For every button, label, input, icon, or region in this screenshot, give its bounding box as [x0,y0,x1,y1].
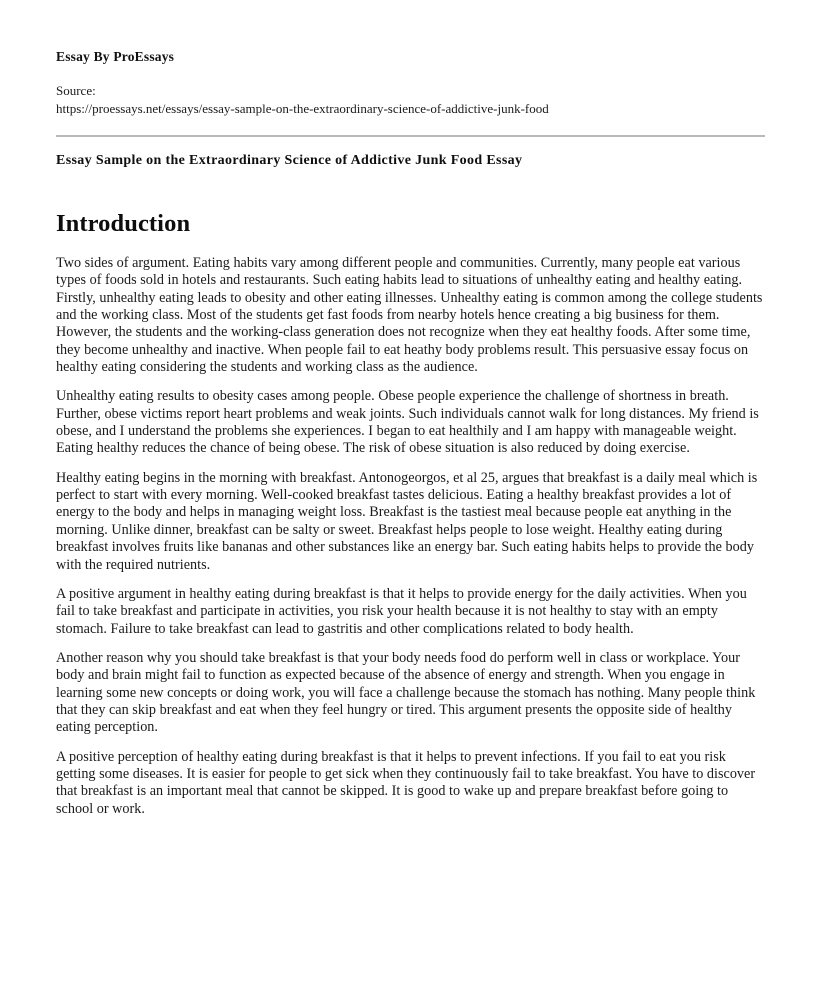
paragraph: A positive perception of healthy eating during breakfast is that it helps to prevent infections. If you fail to eat you risk getting some diseases. It is easier for people to get sick when they continuously fail to take breakfast. You have to discover that breakfast is an important meal that cannot be skipped. It is good to wake up and prepare breakfast before going to school or work. [56,748,756,817]
source-label: Source: [56,83,96,98]
source-url[interactable]: https://proessays.net/essays/essay-sample-on-the-extraordinary-science-of-addictive-junk-food [56,100,549,116]
site-title: Essay By ProEssays [56,49,175,64]
source-block [56,82,766,117]
paragraph: Another reason why you should take breakfast is that your body needs food do perform well in class or workplace. Your body and brain might fail to function as expected because of the absence of energy and strength. When you engage in learning some new concepts or doing work, you will face a challenge because the stomach has nothing. Many people think that they can skip breakfast and eat when they feel hungry or tired. This argument presents the opposite side of healthy eating perception. [56,649,756,736]
document-content [56,0,766,818]
essay-body [56,255,766,818]
section-heading-introduction: Introduction [56,210,191,237]
header-divider [56,135,765,137]
document-masthead [56,0,766,117]
page-title: Essay Sample on the Extraordinary Science of Addictive Junk Food Essay [56,153,523,168]
paragraph: Two sides of argument. Eating habits vary among different people and communities. Currently, many people eat various types of foods sold in hotels and restaurants. Such eating habits lead to situations of unhealthy eating and healthy eating. Firstly, unhealthy eating leads to obesity and other eating illnesses. Unhealthy eating is common among the college students and the working class. Most of the students get fast foods from nearby hotels hence creating a big business for them. However, the students and the working-class generation does not recognize when they eat healthy foods. After some time, they become unhealthy and inactive. When people fail to eat heathy body problems result. This persuasive essay focus on healthy eating considering the students and working class as the audience. [56,255,763,376]
paragraph: A positive argument in healthy eating during breakfast is that it helps to provide energy for the daily activities. When you fail to take breakfast and participate in activities, you risk your health because it is not healthy to stay with an empty stomach. Failure to take breakfast can lead to gastritis and other complications related to body health. [56,585,747,637]
paragraph: Unhealthy eating results to obesity cases among people. Obese people experience the challenge of shortness in breath. Further, obese victims report heart problems and weak joints. Such individuals cannot walk for long distances. My friend is obese, and I understand the problems she experiences. I began to eat healthily and I am happy with manageable weight. Eating healthy reduces the chance of being obese. The risk of obese situation is also reduced by doing exercise. [56,388,759,457]
paragraph: Healthy eating begins in the morning with breakfast. Antonogeorgos, et al 25, argues that breakfast is a daily meal which is perfect to start with every morning. Well-cooked breakfast tastes delicious. Eating a healthy breakfast provides a lot of energy to the body and helps in managing weight loss. Breakfast is the tastiest meal because people eat anything in the morning. Unlike dinner, breakfast can be salty or sweet. Breakfast helps people to lose weight. Healthy eating during breakfast involves fruits like bananas and other substances like an energy bar. Such eating habits helps to provide the body with the required nutrients. [56,469,758,573]
